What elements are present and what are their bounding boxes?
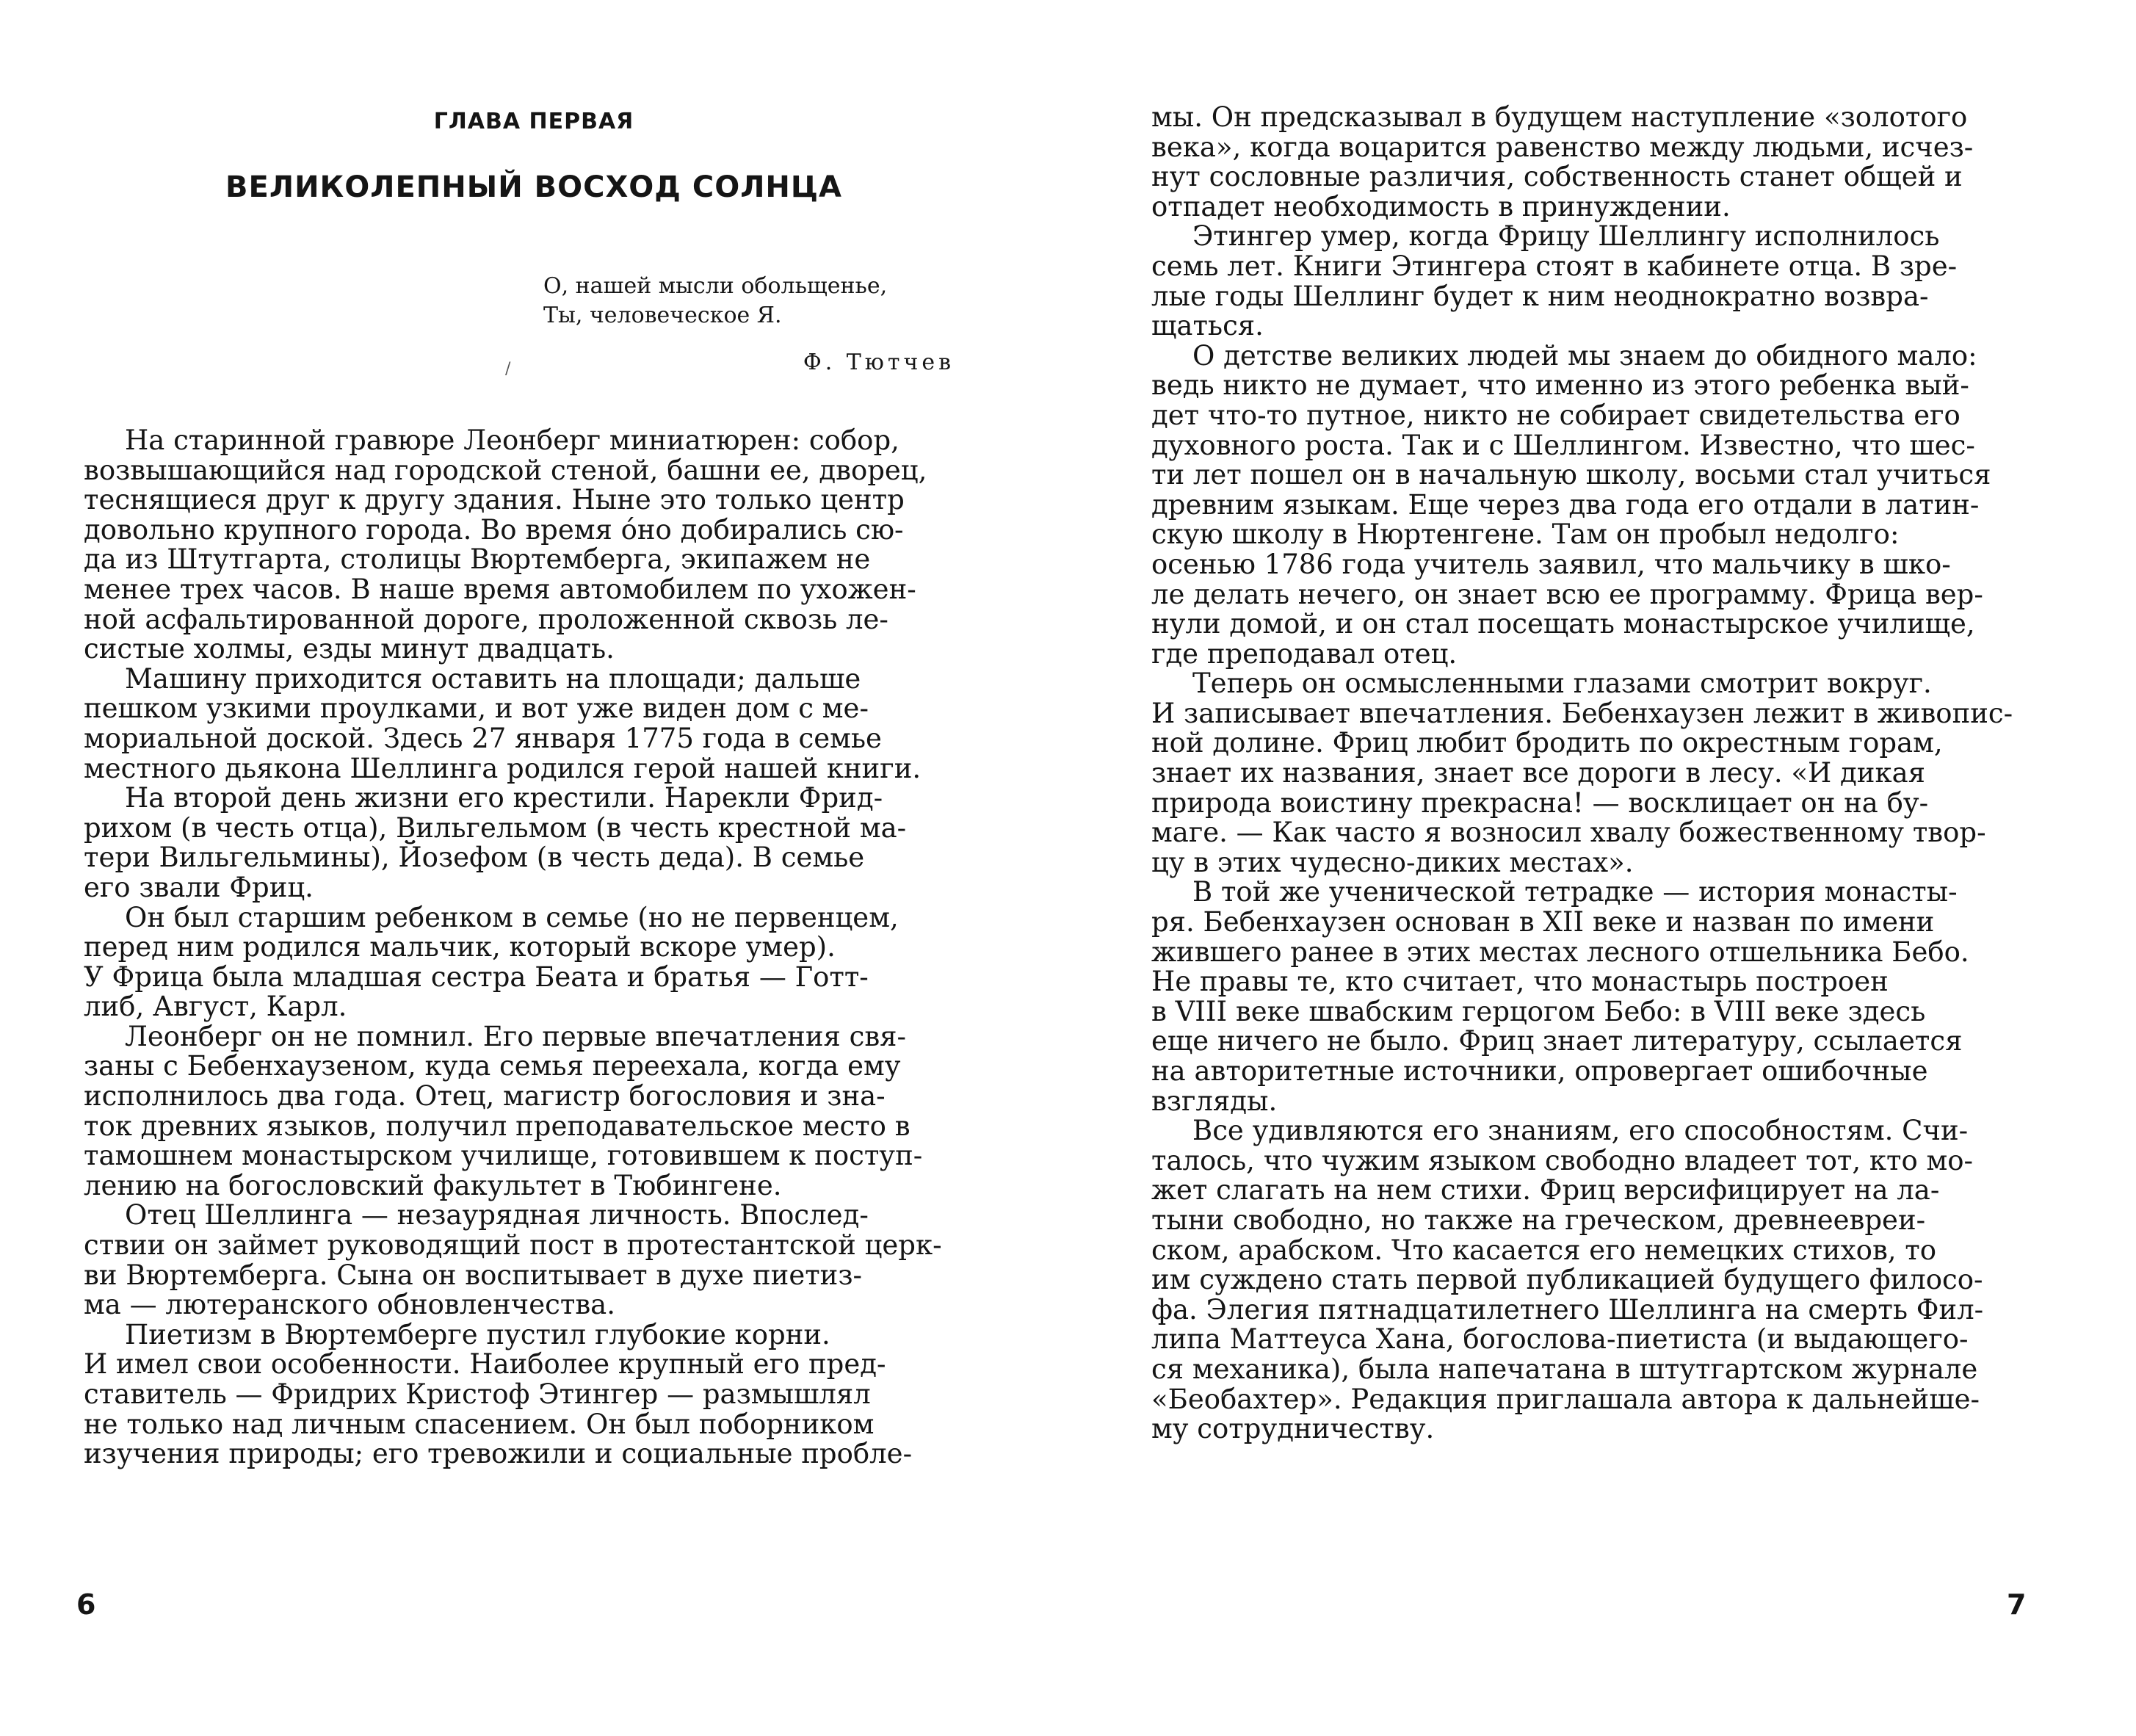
chapter-label: ГЛАВА ПЕРВАЯ xyxy=(433,109,634,134)
text-line: мориальной доской. Здесь 27 января 1775 года в семье xyxy=(84,722,882,754)
text-line: знает их названия, знает все дороги в лесу. «И дикая xyxy=(1151,757,1925,789)
page-number: 6 xyxy=(76,1588,96,1621)
text-line: щаться. xyxy=(1151,310,1264,342)
text-line: липа Маттеуса Хана, богослова-пиетиста (и выдающего- xyxy=(1151,1323,1969,1356)
text-line: возвышающийся над городской стеной, башни ее, дворец, xyxy=(84,454,927,486)
text-line: духовного роста. Так и с Шеллингом. Известно, что шес- xyxy=(1151,429,1975,461)
text-line: лению на богословский факультет в Тюбингене. xyxy=(84,1169,782,1201)
text-line: им суждено стать первой публикацией будущего филосо- xyxy=(1151,1264,1983,1296)
text-line: му сотрудничеству. xyxy=(1151,1413,1435,1445)
text-line: на авторитетные источники, опровергает ошибочные xyxy=(1151,1055,1928,1087)
text-line: ся механика), была напечатана в штутгартском журнале xyxy=(1151,1353,1978,1385)
text-line: ви Вюртемберга. Сына он воспитывает в духе пиетиз- xyxy=(84,1259,863,1291)
text-line: Не правы те, кто считает, что монастырь построен xyxy=(1151,966,1889,998)
text-line: Машину приходится оставить на площади; дальше xyxy=(125,662,861,695)
text-line: Теперь он осмысленными глазами смотрит вокруг. xyxy=(1192,668,1932,700)
text-line: И имел свои особенности. Наиболее крупный его пред- xyxy=(84,1348,886,1381)
text-line: тери Вильгельмины), Йозефом (в честь деда). В семье xyxy=(84,842,865,874)
epigraph-line: Ты, человеческое Я. xyxy=(543,303,782,328)
text-line: Все удивляются его знаниям, его способностям. Счи- xyxy=(1192,1115,1969,1147)
text-line: где преподавал отец. xyxy=(1151,637,1458,670)
epigraph-line: О, нашей мысли обольщенье, xyxy=(543,273,888,299)
text-line: ведь никто не думает, что именно из этого ребенка вый- xyxy=(1151,369,1969,402)
text-line: мы. Он предсказывал в будущем наступление «золотого xyxy=(1151,101,1968,133)
text-line: Он был старшим ребенком в семье (но не первенцем, xyxy=(125,901,899,933)
text-line: Отец Шеллинга — незаурядная личность. Впослед- xyxy=(125,1199,869,1232)
text-line: перед ним родился мальчик, который вскоре умер). xyxy=(84,931,836,963)
text-line: пешком узкими проулками, и вот уже виден дом с ме- xyxy=(84,692,869,725)
text-line: теснящиеся друг к другу здания. Ныне это только центр xyxy=(84,484,905,516)
text-line: В той же ученической тетрадке — история монасты- xyxy=(1192,876,1958,908)
text-line: исполнилось два года. Отец, магистр богословия и зна- xyxy=(84,1080,886,1113)
text-line: жет слагать на нем стихи. Фриц версифицирует на ла- xyxy=(1151,1174,1940,1207)
text-line: довольно крупного города. Во время óно добирались сю- xyxy=(84,513,904,546)
text-line: ток древних языков, получил преподавательское место в xyxy=(84,1110,910,1142)
text-line: либ, Август, Карл. xyxy=(84,991,347,1023)
text-line: скую школу в Нюртенгене. Там он пробыл недолго: xyxy=(1151,518,1900,551)
text-line: его звали Фриц. xyxy=(84,871,314,903)
text-line: На второй день жизни его крестили. Нарекли Фрид- xyxy=(125,782,883,814)
text-line: ле делать нечего, он знает всю ее программу. Фрица вер- xyxy=(1151,578,1983,610)
text-line: менее трех часов. В наше время автомобилем по ухожен- xyxy=(84,573,916,605)
text-line: осенью 1786 года учитель заявил, что мальчику в шко- xyxy=(1151,548,1951,580)
text-line: ставитель — Фридрих Кристоф Этингер — размышлял xyxy=(84,1378,871,1410)
text-line: не только над личным спасением. Он был поборником xyxy=(84,1408,875,1440)
text-line: О детстве великих людей мы знаем до обидного мало: xyxy=(1192,339,1977,372)
text-line: жившего ранее в этих местах лесного отшельника Бебо. xyxy=(1151,936,1969,968)
text-line: изучения природы; его тревожили и социальные пробле- xyxy=(84,1438,913,1470)
text-line: ма — лютеранского обновленчества. xyxy=(84,1289,615,1321)
text-line: природа воистину прекрасна! — восклицает он на бу- xyxy=(1151,786,1929,819)
text-line: Этингер умер, когда Фрицу Шеллингу исполнилось xyxy=(1192,220,1940,253)
epigraph xyxy=(543,272,955,330)
text-line: ти лет пошел он в начальную школу, восьми стал учиться xyxy=(1151,459,1991,491)
text-line: нули домой, и он стал посещать монастырское училище, xyxy=(1151,608,1975,640)
right-page-body xyxy=(1068,101,2013,1445)
text-line: тыни свободно, но также на греческом, древнеевреи- xyxy=(1151,1204,1926,1236)
left-page-body xyxy=(84,424,942,1470)
text-line: взгляды. xyxy=(1151,1085,1278,1117)
text-line: дет что-то путное, никто не собирает свидетельства его xyxy=(1151,399,1961,431)
text-line: да из Штутгарта, столицы Вюртемберга, экипажем не xyxy=(84,543,871,576)
text-line: Пиетизм в Вюртемберге пустил глубокие корни. xyxy=(125,1318,830,1350)
text-line: На старинной гравюре Леонберг миниатюрен: собор, xyxy=(125,424,899,456)
text-line: фа. Элегия пятнадцатилетнего Шеллинга на смерть Фил- xyxy=(1151,1293,1984,1325)
stray-mark: / xyxy=(505,360,511,378)
text-line: цу в этих чудесно-диких местах». xyxy=(1151,846,1634,878)
text-line: лые годы Шеллинг будет к ним неоднократно возвра- xyxy=(1151,280,1929,312)
page-number: 7 xyxy=(2007,1588,2027,1621)
text-line: У Фрица была младшая сестра Беата и братья — Готт- xyxy=(84,961,869,993)
text-line: систые холмы, езды минут двадцать. xyxy=(84,633,615,665)
text-line: талось, что чужим языком свободно владеет тот, кто мо- xyxy=(1151,1144,1974,1176)
text-line: ря. Бебенхаузен основан в XII веке и назван по имени xyxy=(1151,906,1935,938)
chapter-title: ВЕЛИКОЛЕПНЫЙ ВОСХОД СОЛНЦА xyxy=(225,170,842,204)
text-line: еще ничего не было. Фриц знает литературу, ссылается xyxy=(1151,1025,1963,1057)
text-line: местного дьякона Шеллинга родился герой нашей книги. xyxy=(84,752,922,784)
text-line: в VIII веке швабским герцогом Бебо: в VIII веке здесь xyxy=(1151,995,1926,1027)
text-line: ском, арабском. Что касается его немецких стихов, то xyxy=(1151,1234,1937,1266)
text-line: древним языкам. Еще через два года его отдали в латин- xyxy=(1151,488,1980,521)
text-line: маге. — Как часто я возносил хвалу божественному твор- xyxy=(1151,817,1986,849)
text-line: ной долине. Фриц любит бродить по окрестным горам, xyxy=(1151,727,1943,759)
text-line: века», когда воцарится равенство между людьми, исчез- xyxy=(1151,131,1974,163)
text-line: заны с Бебенхаузеном, куда семья переехала, когда ему xyxy=(84,1050,901,1082)
text-line: И записывает впечатления. Бебенхаузен лежит в живопис- xyxy=(1151,697,2013,729)
text-line: «Беобахтер». Редакция приглашала автора к дальнейше- xyxy=(1151,1383,1980,1415)
text-line: тамошнем монастырском училище, готовившем к поступ- xyxy=(84,1140,923,1172)
text-line: рихом (в честь отца), Вильгельмом (в честь крестной ма- xyxy=(84,811,907,844)
text-line: ной асфальтированной дороге, проложенной сквозь ле- xyxy=(84,603,888,635)
text-line: отпадет необходимость в принуждении. xyxy=(1151,190,1731,223)
text-line: Леонберг он не помнил. Его первые впечатления свя- xyxy=(125,1020,907,1052)
text-line: семь лет. Книги Этингера стоят в кабинете отца. В зре- xyxy=(1151,250,1958,282)
epigraph-author: Ф. Тютчев xyxy=(803,350,955,375)
text-line: нут сословные различия, собственность станет общей и xyxy=(1151,161,1963,193)
text-line: ствии он займет руководящий пост в протестантской церк- xyxy=(84,1229,942,1262)
